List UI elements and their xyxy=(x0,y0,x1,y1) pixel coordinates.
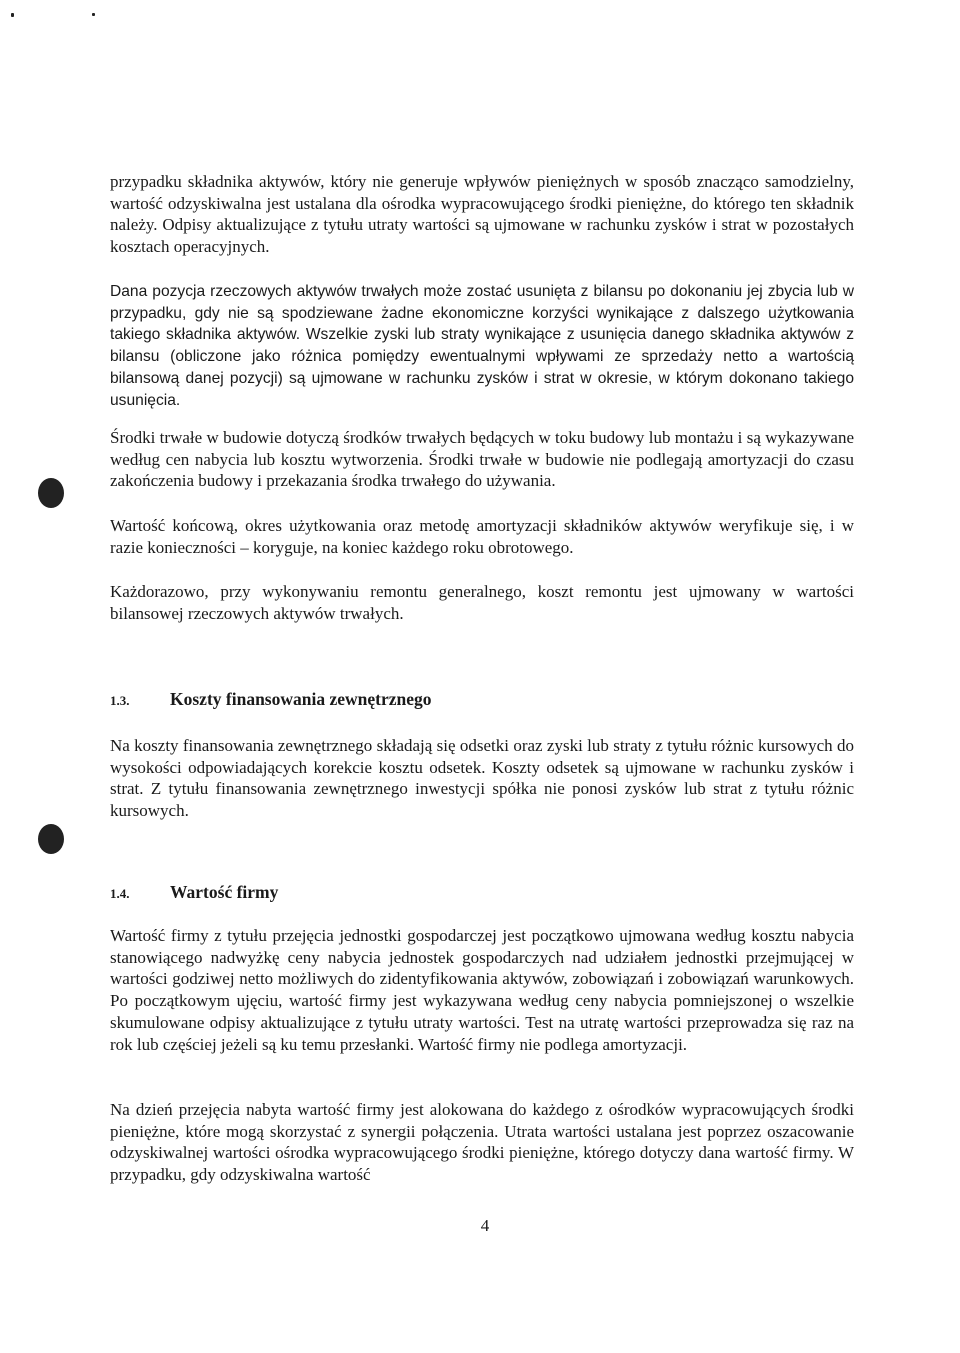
section-title: Wartość firmy xyxy=(170,882,279,902)
punch-hole-icon xyxy=(38,824,64,854)
section-number: 1.3. xyxy=(110,693,130,708)
section-title: Koszty finansowania zewnętrznego xyxy=(170,689,432,709)
page-number: 4 xyxy=(480,1216,490,1235)
paragraph: Dana pozycja rzeczowych aktywów trwałych może zostać usunięta z bilansu po dokonaniu jej zbycia lub w przypadku, gdy nie są spodziewane żadne ekonomiczne korzyści wynikające z dalszego użytkowania takiego składnika aktywów. Wszelkie zyski lub straty wynikające z usunięcia danego składnika aktywów z bilansu (obliczone jako różnica pomiędzy ewentualnymi wpływami ze sprzedaży netto a wartością bilansową danej pozycji) są ujmowane w rachunku zysków i strat w okresie, w którym dokonano takiego usunięcia. xyxy=(110,283,854,409)
scan-mark xyxy=(11,13,14,17)
section-heading xyxy=(110,689,432,710)
paragraph: Wartość firmy z tytułu przejęcia jednostki gospodarczej jest początkowo ujmowana według kosztu nabycia stanowiącego nadwyżkę ceny nabycia jednostek gospodarczych nad udziałem jednostki przejmującej w wartości godziwej netto możliwych do zidentyfikowania aktywów, zobowiązań i zobowiązań warunkowych. Po początkowym ujęciu, wartość firmy jest wykazywana według ceny nabycia pomniejszonej o wszelkie skumulowane odpisy aktualizujące z tytułu utraty wartości. Test na utratę wartości przeprowadza się raz na rok lub częściej jeżeli są ku temu przesłanki. Wartość firmy nie podlega amortyzacji. xyxy=(110,926,854,1054)
punch-hole-icon xyxy=(38,478,64,508)
paragraph: Na dzień przejęcia nabyta wartość firmy jest alokowana do każdego z ośrodków wypracowujących środki pieniężne, które mogą skorzystać z synergii połączenia. Utrata wartości ustalana jest poprzez oszacowanie odzyskiwalnej wartości ośrodka wypracowującego środki pieniężne, którego dotyczy dana wartość firmy. W przypadku, gdy odzyskiwalna wartość xyxy=(110,1100,854,1185)
paragraph: Każdorazowo, przy wykonywaniu remontu generalnego, koszt remontu jest ujmowany w wartości bilansowej rzeczowych aktywów trwałych. xyxy=(110,582,854,623)
paragraph: Wartość końcową, okres użytkowania oraz metodę amortyzacji składników aktywów weryfikuje się, i w razie konieczności – koryguje, na koniec każdego roku obrotowego. xyxy=(110,516,854,557)
scan-mark xyxy=(92,13,95,16)
paragraph: Środki trwałe w budowie dotyczą środków trwałych będących w toku budowy lub montażu i są wykazywane według cen nabycia lub kosztu wytworzenia. Środki trwałe w budowie nie podlegają amortyzacji do czasu zakończenia budowy i przekazania środka trwałego do używania. xyxy=(110,428,854,491)
paragraph: Na koszty finansowania zewnętrznego składają się odsetki oraz zyski lub straty z tytułu różnic kursowych do wysokości odpowiadających korekcie kosztu odsetek. Koszty odsetek są ujmowane w rachunku zysków i strat. Z tytułu finansowania zewnętrznego inwestycji spółka nie ponosi zysków lub strat z tytułu różnic kursowych. xyxy=(110,736,854,821)
section-heading xyxy=(110,882,278,903)
section-number: 1.4. xyxy=(110,886,130,901)
paragraph: przypadku składnika aktywów, który nie generuje wpływów pieniężnych w sposób znacząco samodzielny, wartość odzyskiwalna jest ustalana dla ośrodka wypracowującego środki pieniężne, do którego ten składnik należy. Odpisy aktualizujące z tytułu utraty wartości są ujmowane w rachunku zysków i strat w pozostałych kosztach operacyjnych. xyxy=(110,172,854,257)
